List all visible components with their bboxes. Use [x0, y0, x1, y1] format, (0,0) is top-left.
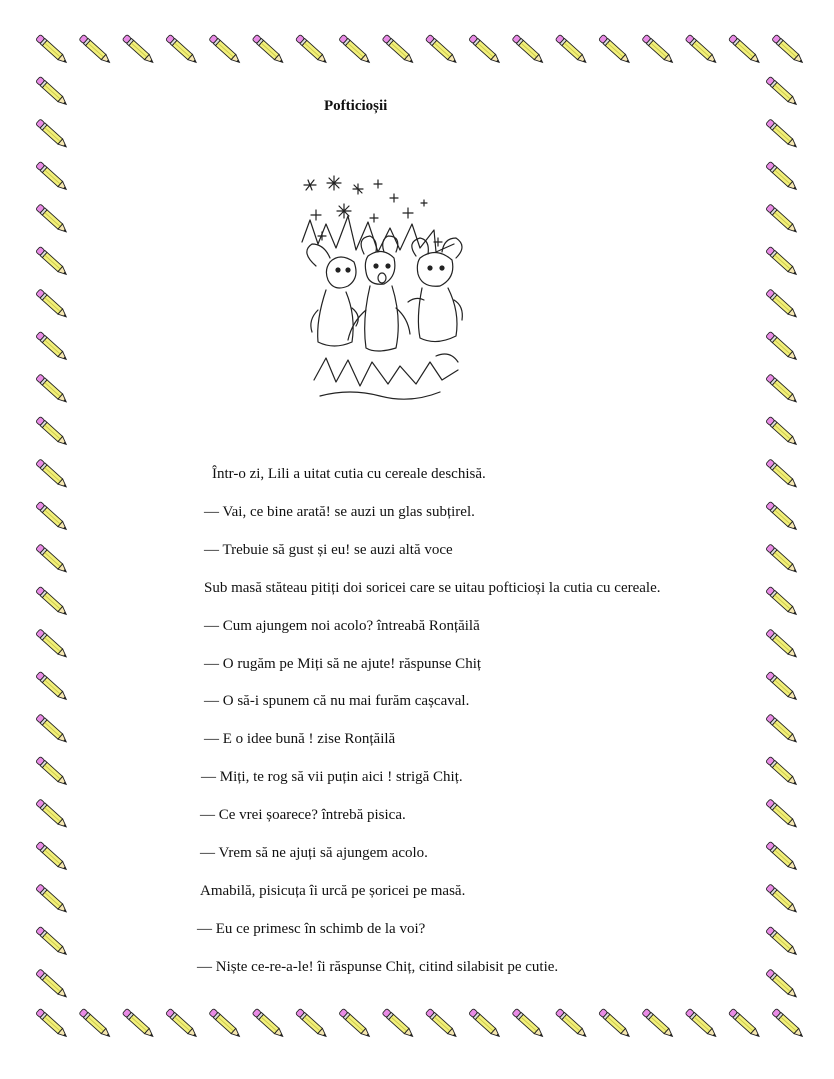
pencil-icon	[728, 1008, 761, 1039]
pencil-icon	[766, 204, 799, 235]
story-paragraph: — Eu ce primesc în schimb de la voi?	[197, 921, 426, 937]
pencil-icon	[36, 841, 69, 872]
pencil-icon	[36, 756, 69, 787]
pencil-icon	[772, 1008, 805, 1039]
story-paragraph: Amabilă, pisicuța îi urcă pe șoricei pe masă.	[200, 883, 466, 899]
pencil-icon	[252, 1008, 285, 1039]
pencil-icon	[766, 289, 799, 320]
pencil-icon	[36, 799, 69, 830]
pencil-icon	[766, 799, 799, 830]
pencil-icon	[599, 34, 632, 65]
pencil-icon	[766, 76, 799, 107]
pencil-icon	[512, 34, 545, 65]
story-paragraph: — Niște ce-re-a-le! îi răspunse Chiț, citind silabisit pe cutie.	[197, 959, 559, 975]
pencil-icon	[512, 1008, 545, 1039]
pencil-icon	[685, 34, 718, 65]
pencil-icon	[36, 629, 69, 660]
pencil-icon	[766, 416, 799, 447]
pencil-icon	[469, 1008, 502, 1039]
pencil-icon	[766, 629, 799, 660]
story-paragraph: — Vai, ce bine arată! se auzi un glas subțirel.	[204, 504, 475, 520]
pencil-icon	[469, 34, 502, 65]
story-paragraph: — E o idee bună ! zise Ronțăilă	[204, 731, 396, 747]
pencil-icon	[36, 374, 69, 405]
pencil-icon	[772, 34, 805, 65]
pencil-icon	[555, 1008, 588, 1039]
pencil-icon	[766, 246, 799, 277]
pencil-icon	[36, 161, 69, 192]
story-paragraph: — Cum ajungem noi acolo? întreabă Ronțăilă	[204, 618, 480, 634]
pencil-icon	[382, 1008, 415, 1039]
pencil-icon	[36, 289, 69, 320]
pencil-icon	[766, 969, 799, 1000]
pencil-icon	[382, 34, 415, 65]
pencil-icon	[642, 34, 675, 65]
pencil-icon	[599, 1008, 632, 1039]
pencil-icon	[36, 501, 69, 532]
story-paragraph: Într-o zi, Lili a uitat cutia cu cereale deschisă.	[212, 466, 486, 482]
pencil-icon	[36, 969, 69, 1000]
page-title: Pofticioșii	[324, 98, 388, 114]
pencil-icon	[766, 926, 799, 957]
pencil-icon	[339, 34, 372, 65]
pencil-icon	[36, 884, 69, 915]
pencil-icon	[728, 34, 761, 65]
pencil-icon	[36, 246, 69, 277]
pencil-icon	[252, 34, 285, 65]
story-paragraph: — Miți, te rog să vii puțin aici ! strigă Chiț.	[201, 769, 463, 785]
story-paragraph: — O rugăm pe Miți să ne ajute! răspunse Chiț	[204, 656, 482, 672]
pencil-icon	[166, 1008, 199, 1039]
pencil-icon	[36, 671, 69, 702]
pencil-icon	[555, 34, 588, 65]
pencil-icon	[295, 34, 328, 65]
pencil-icon	[36, 416, 69, 447]
pencil-icon	[766, 884, 799, 915]
pencil-icon	[295, 1008, 328, 1039]
story-paragraph: — Trebuie să gust și eu! se auzi altă voce	[204, 542, 453, 558]
pencil-icon	[36, 459, 69, 490]
pencil-icon	[36, 76, 69, 107]
pencil-icon	[79, 1008, 112, 1039]
pencil-icon	[36, 34, 69, 65]
story-paragraph: — O să-i spunem că nu mai furăm cașcaval.	[204, 693, 470, 709]
story-paragraph: Sub masă stăteau pitiți doi soricei care se uitau pofticioși la cutia cu cereale.	[204, 580, 661, 596]
story-paragraph: — Ce vrei șoarece? întrebă pisica.	[200, 807, 406, 823]
pencil-icon	[209, 34, 242, 65]
pencil-icon	[766, 841, 799, 872]
pencil-icon	[766, 374, 799, 405]
story-paragraph: — Vrem să ne ajuți să ajungem acolo.	[200, 845, 428, 861]
pencil-icon	[766, 756, 799, 787]
pencil-icon	[209, 1008, 242, 1039]
pencil-icon	[36, 586, 69, 617]
pencil-icon	[339, 1008, 372, 1039]
pencil-icon	[766, 586, 799, 617]
pencil-icon	[766, 459, 799, 490]
pencil-icon	[122, 1008, 155, 1039]
pencil-icon	[425, 1008, 458, 1039]
pencil-icon	[766, 119, 799, 150]
pencil-icon	[36, 331, 69, 362]
pencil-icon	[766, 501, 799, 532]
pencil-icon	[766, 161, 799, 192]
pencil-icon	[36, 119, 69, 150]
pencil-icon	[79, 34, 112, 65]
pencil-icon	[425, 34, 458, 65]
pencil-icon	[122, 34, 155, 65]
pencil-icon	[766, 714, 799, 745]
pencil-icon	[766, 331, 799, 362]
pencil-icon	[36, 204, 69, 235]
pencil-icon	[766, 671, 799, 702]
pencil-icon	[36, 714, 69, 745]
pencil-icon	[766, 544, 799, 575]
pencil-icon	[642, 1008, 675, 1039]
mice-illustration	[296, 170, 468, 406]
pencil-icon	[685, 1008, 718, 1039]
pencil-icon	[36, 544, 69, 575]
pencil-icon	[36, 926, 69, 957]
pencil-icon	[36, 1008, 69, 1039]
pencil-icon	[166, 34, 199, 65]
